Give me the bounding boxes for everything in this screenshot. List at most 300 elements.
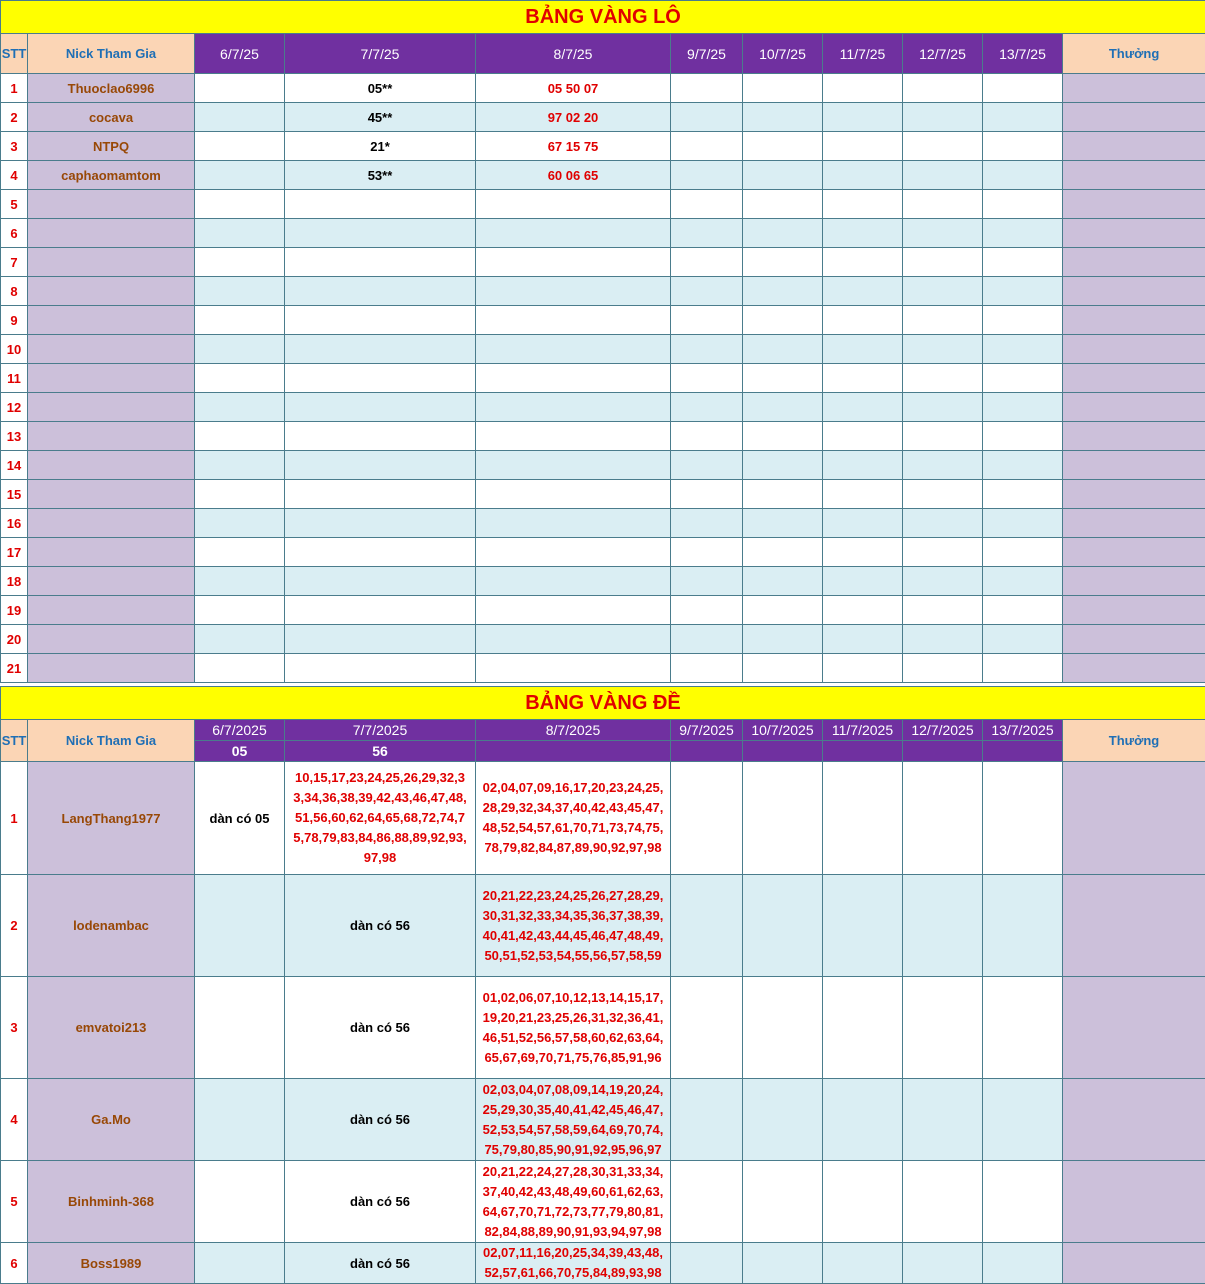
- lo-row: [1, 248, 1205, 277]
- lo-header-stt: STT: [1, 34, 28, 74]
- de-stt: 4: [1, 1079, 28, 1161]
- lo-cell-d2: [285, 335, 476, 364]
- lo-cell-d2: [285, 654, 476, 683]
- lo-cell-d3: 97 02 20: [476, 103, 671, 132]
- lo-title: BẢNG VÀNG LÔ: [1, 1, 1205, 34]
- de-stt: 5: [1, 1161, 28, 1243]
- lo-cell-d2: [285, 625, 476, 654]
- lo-cell-d3: [476, 277, 671, 306]
- lo-cell-d7: [903, 74, 983, 103]
- lo-row: [1, 625, 1205, 654]
- lo-cell-d5: [743, 219, 823, 248]
- lo-row: [1, 132, 1205, 161]
- lo-cell-d4: [671, 393, 743, 422]
- lo-stt: 10: [1, 335, 28, 364]
- de-result-5: [743, 741, 823, 762]
- lo-row: [1, 190, 1205, 219]
- de-cell-d5: [743, 1161, 823, 1243]
- de-cell-d1: [195, 1079, 285, 1161]
- de-cell-d7: [903, 1079, 983, 1161]
- lo-cell-d2: [285, 393, 476, 422]
- lo-cell-d5: [743, 393, 823, 422]
- de-header-date-3: 8/7/2025: [476, 720, 671, 741]
- lo-cell-d6: [823, 509, 903, 538]
- lo-header-date-3: 8/7/25: [476, 34, 671, 74]
- de-header-stt: STT: [1, 720, 28, 762]
- lo-stt: 18: [1, 567, 28, 596]
- de-cell-d4: [671, 875, 743, 977]
- lo-cell-d8: [983, 132, 1063, 161]
- lo-cell-d4: [671, 190, 743, 219]
- lo-cell-d8: [983, 393, 1063, 422]
- de-cell-d6: [823, 762, 903, 875]
- de-header-date-4: 9/7/2025: [671, 720, 743, 741]
- de-cell-d1: [195, 1243, 285, 1284]
- lo-cell-d6: [823, 74, 903, 103]
- lo-cell-d7: [903, 538, 983, 567]
- lo-header-nick: Nick Tham Gia: [28, 34, 195, 74]
- lo-bonus: [1063, 596, 1205, 625]
- lo-nick: [28, 596, 195, 625]
- lo-row: [1, 219, 1205, 248]
- lo-cell-d1: [195, 161, 285, 190]
- de-cell-d6: [823, 977, 903, 1079]
- lo-cell-d5: [743, 509, 823, 538]
- lo-cell-d5: [743, 335, 823, 364]
- lo-cell-d3: 05 50 07: [476, 74, 671, 103]
- de-result-4: [671, 741, 743, 762]
- lo-cell-d6: [823, 103, 903, 132]
- lo-cell-d7: [903, 480, 983, 509]
- de-cell-d7: [903, 762, 983, 875]
- de-row: [1, 762, 1205, 875]
- lo-cell-d2: 05**: [285, 74, 476, 103]
- lo-cell-d5: [743, 596, 823, 625]
- lo-stt: 21: [1, 654, 28, 683]
- de-header-date-7: 12/7/2025: [903, 720, 983, 741]
- lo-cell-d8: [983, 567, 1063, 596]
- lo-cell-d6: [823, 538, 903, 567]
- de-header-date-8: 13/7/2025: [983, 720, 1063, 741]
- de-cell-d5: [743, 1243, 823, 1284]
- lo-cell-d1: [195, 277, 285, 306]
- lo-bonus: [1063, 335, 1205, 364]
- lo-row: [1, 161, 1205, 190]
- lo-stt: 9: [1, 306, 28, 335]
- de-cell-d8: [983, 875, 1063, 977]
- lo-header-date-6: 11/7/25: [823, 34, 903, 74]
- lo-header-date-8: 13/7/25: [983, 34, 1063, 74]
- de-nick: Ga.Mo: [28, 1079, 195, 1161]
- lo-bonus: [1063, 567, 1205, 596]
- lo-nick: [28, 219, 195, 248]
- lo-cell-d3: [476, 596, 671, 625]
- lo-nick: [28, 625, 195, 654]
- lo-nick: [28, 654, 195, 683]
- lo-stt: 14: [1, 451, 28, 480]
- de-stt: 3: [1, 977, 28, 1079]
- de-result-6: [823, 741, 903, 762]
- de-result-7: [903, 741, 983, 762]
- lo-cell-d3: [476, 509, 671, 538]
- lo-nick: cocava: [28, 103, 195, 132]
- de-nick: LangThang1977: [28, 762, 195, 875]
- lo-cell-d5: [743, 625, 823, 654]
- lo-bonus: [1063, 393, 1205, 422]
- lo-cell-d1: [195, 422, 285, 451]
- lo-cell-d3: [476, 335, 671, 364]
- lo-cell-d8: [983, 277, 1063, 306]
- de-result-3: [476, 741, 671, 762]
- lo-cell-d6: [823, 219, 903, 248]
- lo-cell-d4: [671, 161, 743, 190]
- lo-bonus: [1063, 103, 1205, 132]
- de-bonus: [1063, 875, 1205, 977]
- lo-stt: 16: [1, 509, 28, 538]
- lo-cell-d2: [285, 509, 476, 538]
- lo-cell-d2: [285, 306, 476, 335]
- lo-cell-d1: [195, 103, 285, 132]
- lo-cell-d6: [823, 567, 903, 596]
- de-bonus: [1063, 1079, 1205, 1161]
- lo-cell-d4: [671, 422, 743, 451]
- lo-cell-d6: [823, 451, 903, 480]
- lo-row: [1, 364, 1205, 393]
- lo-row: [1, 451, 1205, 480]
- lo-cell-d8: [983, 248, 1063, 277]
- lo-cell-d8: [983, 625, 1063, 654]
- lo-cell-d4: [671, 625, 743, 654]
- lo-cell-d3: [476, 654, 671, 683]
- de-cell-d3: 02,07,11,16,20,25,34,39,43,48,52,57,61,66,70,75,84,89,93,98: [476, 1243, 671, 1284]
- lo-nick: [28, 393, 195, 422]
- lo-row: [1, 567, 1205, 596]
- lo-bonus: [1063, 190, 1205, 219]
- lo-cell-d7: [903, 422, 983, 451]
- lo-cell-d4: [671, 248, 743, 277]
- lo-cell-d8: [983, 161, 1063, 190]
- lo-cell-d8: [983, 190, 1063, 219]
- lo-cell-d4: [671, 364, 743, 393]
- de-stt: 1: [1, 762, 28, 875]
- lo-cell-d3: [476, 567, 671, 596]
- lo-cell-d6: [823, 393, 903, 422]
- lo-cell-d2: 21*: [285, 132, 476, 161]
- de-cell-d5: [743, 762, 823, 875]
- lo-cell-d7: [903, 625, 983, 654]
- de-cell-d3: 20,21,22,24,27,28,30,31,33,34,37,40,42,43,48,49,60,61,62,63,64,67,70,71,72,73,77,79,80,81,82,84,88,89,90,91,93,94,97,98: [476, 1161, 671, 1243]
- lo-cell-d5: [743, 277, 823, 306]
- lo-header-bonus: Thưởng: [1063, 34, 1205, 74]
- de-cell-d4: [671, 1161, 743, 1243]
- lo-cell-d7: [903, 248, 983, 277]
- de-row: [1, 1161, 1205, 1243]
- lo-cell-d5: [743, 74, 823, 103]
- de-nick: emvatoi213: [28, 977, 195, 1079]
- de-cell-d3: 02,04,07,09,16,17,20,23,24,25,28,29,32,34,37,40,42,43,45,47,48,52,54,57,61,70,71,73,74,75,78,79,82,84,87,89,90,92,97,98: [476, 762, 671, 875]
- de-cell-d7: [903, 875, 983, 977]
- lo-cell-d1: [195, 364, 285, 393]
- lo-header-date-4: 9/7/25: [671, 34, 743, 74]
- lo-cell-d5: [743, 567, 823, 596]
- lo-cell-d8: [983, 538, 1063, 567]
- lo-stt: 4: [1, 161, 28, 190]
- lo-cell-d1: [195, 190, 285, 219]
- lo-cell-d7: [903, 219, 983, 248]
- lo-cell-d3: [476, 190, 671, 219]
- lo-bonus: [1063, 219, 1205, 248]
- de-header-nick: Nick Tham Gia: [28, 720, 195, 762]
- de-header-date-1: 6/7/2025: [195, 720, 285, 741]
- de-row: [1, 875, 1205, 977]
- lo-stt: 7: [1, 248, 28, 277]
- lo-row: [1, 103, 1205, 132]
- lo-cell-d4: [671, 306, 743, 335]
- de-cell-d8: [983, 762, 1063, 875]
- lo-cell-d7: [903, 567, 983, 596]
- lo-header-date-2: 7/7/25: [285, 34, 476, 74]
- lo-cell-d7: [903, 364, 983, 393]
- de-cell-d8: [983, 1079, 1063, 1161]
- de-bonus: [1063, 977, 1205, 1079]
- lo-row: [1, 596, 1205, 625]
- lo-cell-d6: [823, 335, 903, 364]
- lo-cell-d5: [743, 538, 823, 567]
- lo-cell-d3: [476, 538, 671, 567]
- lo-cell-d4: [671, 219, 743, 248]
- lo-cell-d8: [983, 335, 1063, 364]
- lo-cell-d3: [476, 451, 671, 480]
- lo-bonus: [1063, 132, 1205, 161]
- lo-cell-d8: [983, 74, 1063, 103]
- lo-cell-d3: [476, 306, 671, 335]
- lo-cell-d1: [195, 306, 285, 335]
- lo-cell-d5: [743, 364, 823, 393]
- de-nick: Boss1989: [28, 1243, 195, 1284]
- lo-bonus: [1063, 161, 1205, 190]
- lo-cell-d1: [195, 625, 285, 654]
- lo-cell-d4: [671, 596, 743, 625]
- lo-cell-d6: [823, 161, 903, 190]
- lo-cell-d7: [903, 335, 983, 364]
- de-row: [1, 1079, 1205, 1161]
- lo-stt: 5: [1, 190, 28, 219]
- lo-cell-d4: [671, 335, 743, 364]
- lo-cell-d1: [195, 538, 285, 567]
- de-result-1: 05: [195, 741, 285, 762]
- lo-cell-d1: [195, 335, 285, 364]
- de-cell-d5: [743, 1079, 823, 1161]
- lo-bonus: [1063, 654, 1205, 683]
- de-cell-d4: [671, 977, 743, 1079]
- lo-cell-d1: [195, 654, 285, 683]
- lo-cell-d2: [285, 596, 476, 625]
- lo-cell-d4: [671, 654, 743, 683]
- lo-bonus: [1063, 248, 1205, 277]
- lo-cell-d6: [823, 190, 903, 219]
- de-header-date-6: 11/7/2025: [823, 720, 903, 741]
- lo-cell-d3: 60 06 65: [476, 161, 671, 190]
- lo-cell-d8: [983, 103, 1063, 132]
- lo-cell-d5: [743, 190, 823, 219]
- de-cell-d6: [823, 1079, 903, 1161]
- de-bonus: [1063, 762, 1205, 875]
- lo-header-date-5: 10/7/25: [743, 34, 823, 74]
- lo-cell-d5: [743, 248, 823, 277]
- lo-cell-d7: [903, 596, 983, 625]
- lo-cell-d2: [285, 190, 476, 219]
- lo-cell-d1: [195, 480, 285, 509]
- lo-stt: 12: [1, 393, 28, 422]
- de-cell-d4: [671, 1079, 743, 1161]
- lo-row: [1, 509, 1205, 538]
- lo-cell-d4: [671, 103, 743, 132]
- lo-cell-d6: [823, 422, 903, 451]
- de-cell-d6: [823, 1243, 903, 1284]
- de-cell-d1: [195, 977, 285, 1079]
- lo-bonus: [1063, 538, 1205, 567]
- lo-cell-d2: [285, 219, 476, 248]
- lo-nick: [28, 538, 195, 567]
- lo-stt: 15: [1, 480, 28, 509]
- lo-cell-d2: [285, 248, 476, 277]
- de-cell-d8: [983, 1161, 1063, 1243]
- lo-cell-d3: [476, 625, 671, 654]
- de-cell-d1: [195, 1161, 285, 1243]
- lo-cell-d8: [983, 509, 1063, 538]
- de-cell-d3: 02,03,04,07,08,09,14,19,20,24,25,29,30,35,40,41,42,45,46,47,52,53,54,57,58,59,64,69,70,74,75,79,80,85,90,91,92,95,96,97: [476, 1079, 671, 1161]
- lo-cell-d4: [671, 480, 743, 509]
- de-stt: 6: [1, 1243, 28, 1284]
- de-result-2: 56: [285, 741, 476, 762]
- lo-cell-d4: [671, 74, 743, 103]
- de-result-8: [983, 741, 1063, 762]
- lo-nick: caphaomamtom: [28, 161, 195, 190]
- lo-cell-d2: [285, 538, 476, 567]
- lo-cell-d2: [285, 422, 476, 451]
- lo-cell-d7: [903, 132, 983, 161]
- lo-cell-d1: [195, 74, 285, 103]
- lo-nick: [28, 277, 195, 306]
- lo-cell-d5: [743, 422, 823, 451]
- lo-cell-d7: [903, 393, 983, 422]
- lo-stt: 8: [1, 277, 28, 306]
- lo-nick: [28, 451, 195, 480]
- de-cell-d2: dàn có 56: [285, 1161, 476, 1243]
- lo-nick: [28, 422, 195, 451]
- lo-bonus: [1063, 422, 1205, 451]
- lo-cell-d6: [823, 480, 903, 509]
- lo-bonus: [1063, 625, 1205, 654]
- de-cell-d5: [743, 875, 823, 977]
- lo-cell-d6: [823, 248, 903, 277]
- lo-cell-d7: [903, 277, 983, 306]
- lo-cell-d8: [983, 596, 1063, 625]
- lo-cell-d8: [983, 306, 1063, 335]
- lo-nick: [28, 509, 195, 538]
- lo-cell-d7: [903, 654, 983, 683]
- lo-nick: [28, 567, 195, 596]
- de-cell-d2: 10,15,17,23,24,25,26,29,32,33,34,36,38,39,42,43,46,47,48,51,56,60,62,64,65,68,72,74,75,78,79,83,84,86,88,89,92,93,97,98: [285, 762, 476, 875]
- de-row: [1, 977, 1205, 1079]
- de-header-date-5: 10/7/2025: [743, 720, 823, 741]
- lo-cell-d5: [743, 161, 823, 190]
- lo-cell-d5: [743, 654, 823, 683]
- lo-nick: [28, 248, 195, 277]
- lo-row: [1, 306, 1205, 335]
- de-cell-d2: dàn có 56: [285, 1079, 476, 1161]
- lo-stt: 2: [1, 103, 28, 132]
- lo-cell-d5: [743, 306, 823, 335]
- de-cell-d3: 20,21,22,23,24,25,26,27,28,29,30,31,32,33,34,35,36,37,38,39,40,41,42,43,44,45,46,47,48,49,50,51,52,53,54,55,56,57,58,59: [476, 875, 671, 977]
- lo-cell-d1: [195, 509, 285, 538]
- lo-header-date-7: 12/7/25: [903, 34, 983, 74]
- de-nick: Binhminh-368: [28, 1161, 195, 1243]
- lo-nick: [28, 306, 195, 335]
- lo-stt: 20: [1, 625, 28, 654]
- lo-row: [1, 393, 1205, 422]
- lo-cell-d8: [983, 364, 1063, 393]
- lo-bonus: [1063, 480, 1205, 509]
- lo-stt: 13: [1, 422, 28, 451]
- de-header-date-2: 7/7/2025: [285, 720, 476, 741]
- de-cell-d1: dàn có 05: [195, 762, 285, 875]
- lo-cell-d2: [285, 364, 476, 393]
- de-nick: lodenambac: [28, 875, 195, 977]
- de-cell-d1: [195, 875, 285, 977]
- lo-cell-d3: [476, 480, 671, 509]
- de-cell-d4: [671, 762, 743, 875]
- de-cell-d8: [983, 1243, 1063, 1284]
- lo-cell-d7: [903, 103, 983, 132]
- de-cell-d7: [903, 977, 983, 1079]
- lo-cell-d1: [195, 219, 285, 248]
- lo-cell-d1: [195, 567, 285, 596]
- lo-cell-d7: [903, 451, 983, 480]
- lo-nick: Thuoclao6996: [28, 74, 195, 103]
- de-stt: 2: [1, 875, 28, 977]
- lo-cell-d3: [476, 219, 671, 248]
- lo-cell-d1: [195, 248, 285, 277]
- lo-cell-d7: [903, 190, 983, 219]
- lo-row: [1, 277, 1205, 306]
- lo-header-row: [1, 34, 1205, 74]
- lo-cell-d1: [195, 132, 285, 161]
- lo-cell-d5: [743, 103, 823, 132]
- lo-bonus: [1063, 509, 1205, 538]
- lo-cell-d6: [823, 306, 903, 335]
- lo-cell-d5: [743, 132, 823, 161]
- lo-cell-d8: [983, 480, 1063, 509]
- lo-cell-d3: [476, 364, 671, 393]
- lo-cell-d6: [823, 132, 903, 161]
- lo-cell-d6: [823, 364, 903, 393]
- lo-cell-d8: [983, 654, 1063, 683]
- lo-cell-d3: 67 15 75: [476, 132, 671, 161]
- de-cell-d2: dàn có 56: [285, 977, 476, 1079]
- de-bonus: [1063, 1161, 1205, 1243]
- lo-nick: [28, 190, 195, 219]
- de-cell-d3: 01,02,06,07,10,12,13,14,15,17,19,20,21,23,25,26,31,32,36,41,46,51,52,56,57,58,60,62,63,64,65,67,69,70,71,75,76,85,91,96: [476, 977, 671, 1079]
- lo-cell-d2: 53**: [285, 161, 476, 190]
- lo-cell-d6: [823, 654, 903, 683]
- lo-cell-d3: [476, 248, 671, 277]
- lo-cell-d6: [823, 596, 903, 625]
- lo-cell-d1: [195, 451, 285, 480]
- de-cell-d7: [903, 1161, 983, 1243]
- lo-nick: [28, 364, 195, 393]
- lo-stt: 3: [1, 132, 28, 161]
